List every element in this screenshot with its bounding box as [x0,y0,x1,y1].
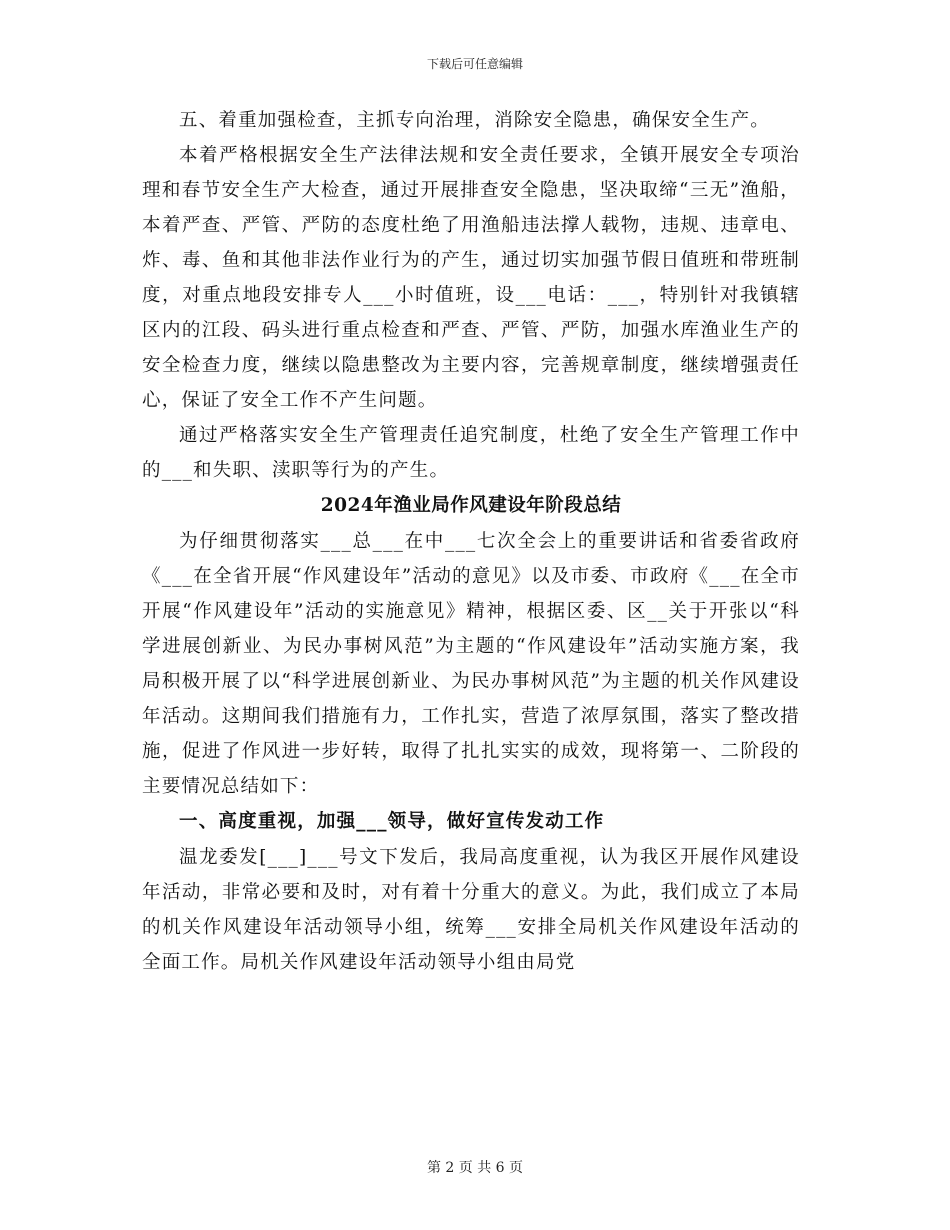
paragraph-leadership: 温龙委发[___]___号文下发后，我局高度重视，认为我区开展作风建设年活动，非常必要和及时，对有着十分重大的意义。为此，我们成立了本局的机关作风建设年活动领导小组，统筹___安排全局机关作风建设年活动的全面工作。局机关作风建设年活动领导小组由局党 [142,847,800,973]
subheading-1: 一、高度重视，加强___领导，做好宣传发动工作 [179,811,605,832]
page-header: 下载后可任意编辑 [426,57,523,71]
paragraph-accountability: 通过严格落实安全生产管理责任追究制度，杜绝了安全生产管理工作中的___和失职、渎职等行为的产生。 [142,425,800,481]
document-body [142,103,800,980]
paragraph-safety-governance: 本着严格根据安全生产法律法规和安全责任要求，全镇开展安全专项治理和春节安全生产大检查，通过开展排查安全隐患，坚决取缔“三无”渔船，本着严查、严管、严防的态度杜绝了用渔船违法撑人载物，违规、违章电、炸、毒、鱼和其他非法作业行为的产生，通过切实加强节假日值班和带班制度，对重点地段安排专人___小时值班，设___电话：___，特别针对我镇辖区内的江段、码头进行重点检查和严查、严管、严防，加强水库渔业生产的安全检查力度，继续以隐患整改为主要内容，完善规章制度，继续增强责任心，保证了安全工作不产生问题。 [142,145,800,411]
paragraph-safety-inspection: 五、着重加强检查，主抓专向治理，消除安全隐患，确保安全生产。 [179,110,771,131]
section-title: 2024年渔业局作风建设年阶段总结 [320,495,622,516]
paragraph-intro: 为仔细贯彻落实___总___在中___七次全会上的重要讲话和省委省政府《___在全省开展“作风建设年”活动的意见》以及市委、市政府《___在全市开展“作风建设年”活动的实施意见》精神，根据区委、区__关于开张以“科学进展创新业、为民办事树风范”为主题的“作风建设年”活动实施方案，我局积极开展了以“科学进展创新业、为民办事树风范”为主题的机关作风建设年活动。这期间我们措施有力，工作扎实，营造了浓厚氛围，落实了整改措施，促进了作风进一步好转，取得了扎扎实实的成效，现将第一、二阶段的主要情况总结如下： [142,531,800,797]
page-footer: 第 2 页 共 6 页 [426,1160,524,1176]
